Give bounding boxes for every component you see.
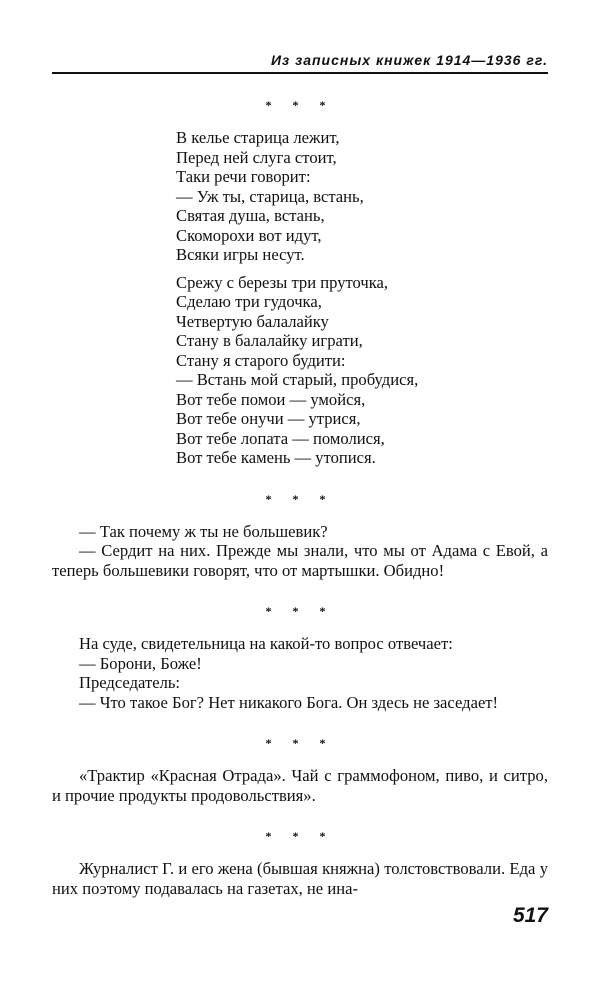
entry-journalist [52, 859, 548, 898]
paragraph: На суде, свидетельница на какой-то вопрос отвечает: [79, 634, 453, 653]
poem-line: Вот тебе камень — утопися. [176, 448, 376, 467]
paragraph: — Сердит на них. Прежде мы знали, что мы от Адама с Евой, а теперь большевики говорят, что от мартышки. Обидно! [52, 541, 548, 580]
poem-line: Перед ней слуга стоит, [176, 147, 337, 167]
section-separator: * * * [265, 604, 335, 618]
poem-line: Вот тебе лопата — помолися, [176, 428, 385, 448]
paragraph: — Так почему ж ты не большевик? [79, 521, 328, 541]
page-number: 517 [512, 904, 548, 927]
poem-line: Стану я старого будити: [176, 350, 346, 370]
section-separator: * * * [265, 736, 335, 750]
poem-stanza-1 [176, 128, 548, 265]
page-body [52, 94, 548, 898]
poem-line: Таки речи говорит: [176, 167, 311, 186]
running-header: Из записных книжек 1914—1936 гг. [270, 52, 548, 68]
paragraph: Председатель: [79, 673, 181, 692]
paragraph: — Борони, Боже! [79, 653, 202, 673]
poem-line: Скоморохи вот идут, [176, 225, 322, 245]
poem-line: Стану в балалайку играти, [176, 331, 363, 350]
poem-line: — Встань мой старый, пробудися, [176, 370, 419, 389]
poem-line: Всяки игры несут. [176, 245, 305, 264]
poem-line: Святая душа, встань, [176, 206, 325, 225]
header-rule [52, 72, 548, 74]
poem [176, 128, 548, 468]
poem-line: — Уж ты, старица, встань, [176, 186, 364, 206]
poem-line: В келье старица лежит, [176, 128, 340, 147]
poem-line: Срежу с березы три пруточка, [176, 272, 389, 292]
poem-line: Вот тебе помои — умойся, [176, 389, 366, 409]
entry-bolshevik [52, 522, 548, 581]
section-separator: * * * [265, 829, 335, 843]
poem-line: Четвертую балалайку [176, 311, 329, 331]
entry-tavern [52, 766, 548, 805]
paragraph: — Что такое Бог? Нет никакого Бога. Он здесь не заседает! [79, 692, 499, 712]
paragraph: Журналист Г. и его жена (бывшая княжна) толстовствовали. Еда у них поэтому подавалась на газетах, не ина- [52, 859, 548, 898]
poem-line: Сделаю три гудочка, [176, 292, 322, 311]
section-separator: * * * [265, 98, 335, 112]
paragraph: «Трактир «Красная Отрада». Чай с граммофоном, пиво, и ситро, и прочие продукты продовольствия». [52, 766, 548, 805]
section-separator: * * * [265, 491, 335, 506]
entry-court [52, 634, 548, 712]
poem-line: Вот тебе онучи — утрися, [176, 409, 361, 428]
poem-stanza-2 [176, 273, 548, 468]
